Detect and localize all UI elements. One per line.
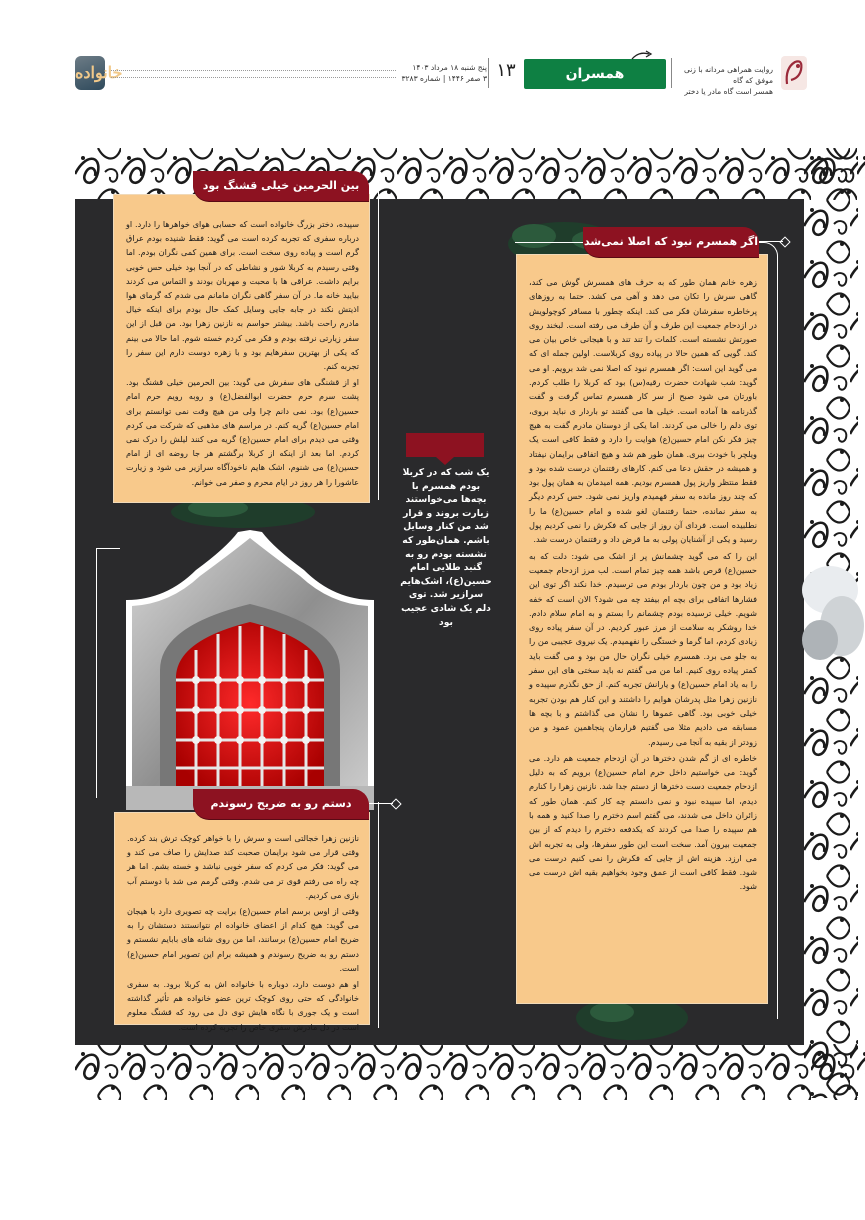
frame-line <box>378 802 379 1028</box>
frame-line <box>96 548 120 549</box>
issue-date: پنج شنبه ۱۸ مرداد ۱۴۰۳ ۳ صفر ۱۴۴۶ | شماره ۳۲۸۳ <box>401 63 487 83</box>
curved-arrow-icon <box>631 50 653 60</box>
shrine-lattice-photo <box>126 530 374 810</box>
article-right-title: اگر همسرم نبود که اصلا نمی‌شد <box>583 227 759 257</box>
calligraphy-logo-icon <box>779 54 809 92</box>
section-label: همسران <box>524 59 666 89</box>
article-bottom-left-body: نازنین زهرا خجالتی است و سرش را با خواهر کوچک ترش بند کرده. وقتی قرار می شود برایمان صحبت کند صدایش را صاف می کند و می گوید: فکر می کردم که سفر خوبی نباشد و خسته بشم. اما هر چه راه می رفتم قوی تر می شدم. وقتی گرمم می شد با دوستم آب بازی می کردیم. وقتی از اوس برسم امام حسین(ع) برایت چه تصویری دارد با هیجان می گوید: هیچ کدام از اعضای خانواده ام نتوانستند دستشان را به ضریح امام حسین(ع) برسانند، اما من روی شانه های بابایم نشستم و دستم رو به ضریح رسوندم و همیشه برام این تصویر امام حسین(ع) است. او هم دوست دارد، دوباره با خانواده اش به کربلا برود. به سفری خانوادگی که حتی روی کوچک ترین عضو خانواده هم تأثیر گذاشته است و یک جوری با نگاه هایش توی دل می رود که قشنگ معلوم است در دل مادرش سفری خاص را تجربه کرده است. <box>114 812 370 1025</box>
quote-marker <box>406 433 484 457</box>
header-divider <box>488 58 489 88</box>
frame-line <box>96 548 97 798</box>
page-header <box>75 50 783 96</box>
arabesque-border-bottom <box>75 1044 865 1100</box>
article-top-left-title: بین الحرمین خیلی قشنگ بود <box>193 171 369 201</box>
newspaper-logo: خانواده <box>75 56 105 90</box>
section-subtitle: روایت همراهی مردانه با زنی موفق که گاه همسر است گاه مادر یا دختر <box>683 65 773 96</box>
article-bottom-left-title: دستم رو به ضریح رسوندم <box>193 789 369 819</box>
header-dotted-rule <box>111 70 396 78</box>
header-divider <box>671 58 672 88</box>
cloud-decoration-icon <box>790 556 858 676</box>
page-number: ۱۳ <box>496 60 516 81</box>
frame-line <box>378 186 379 500</box>
pull-quote: یک شب که در کربلا بودم همسرم با بچه‌ها می‌خواستند زیارت بروند و قرار شد من کنار وسایل باشم. همان‌طور که نشسته بودم رو به گنبد طلایی امام حسین(ع)، اشک‌هایم سرازیر شد. توی دلم یک شادی عجیب بود <box>400 467 492 628</box>
article-right-body: زهره خانم همان طور که به حرف های همسرش گوش می کند، گاهی سرش را تکان می دهد و آهی می کشد. حتما به روزهای پرخاطره سفرشان فکر می کند. اینکه چطور با مسافر کوچولویش در ازدحام جمعیت این طرف و آن طرف می رفته است. لبخند روی صورتش نشسته است. کلمات را تند تند و با هیجانی خاص بیان می کند. گویی که همین حالا در پیاده روی کربلاست. اولین جمله ای که می گوید این است: اگر همسرم نبود که اصلا نمی شد برویم. او می گوید: شب شهادت حضرت رقیه(س) بود که کربلا را طلب کردم. باورتان می شود صبح از سر کار همسرم تماس گرفت و گفت گذرنامه ها آماده است. خیلی ها می گفتند تو باردار ی نباید بروی، توی دلم را خالی می کردند. اما یکی از دوستان مادرم گفت به هیچ چیز فکر نکن امام حسین(ع) هوایت را دارد و فقط کافی است یک ویلچر با خودت ببری. همان طور هم شد و هیچ اتفاقی برایمان نیفتاد و همیشه در حقش دعا می کنم. کارهای رفتنمان درست شده بود و فقط منتظر واریز پول همسرم بودیم. همه امیدمان به همان پول بود که چند روز مانده به سفر فهمیدم واریز نمی شود. حس کردم دیگر به سفر نمانده، حتما رفتنمان لغو شده و امام حسین(ع) ما را نطلبیده است. فردای آن روز از جایی که فکرش را نمی کردیم پول رسید و یکی از آشنایان پولی به ما قرض داد و رفتنمان درست شد. این را که می گوید چشمانش پر از اشک می شود: دلت که به حسین(ع) قرص باشد همه چیز تمام است. لب مرز ازدحام جمعیت زیاد بود و من چون باردار بودم می ترسیدم. خدا نکند اگر توی این فشارها اتفاقی برای بچه ام بیفتد چه می شود؟ الان است که خفه شویم. خیلی ترسیده بودم چشمانم را بستم و به امام سلام دادم. خدا روشکر به سلامت از مرز عبور کردیم. در آن سفر پیاده روی زیادی کردم، اما گرما و خستگی را نفهمیدم. یک نیروی عجیبی من را به جلو می برد. همسرم خیلی نگران حال من بود و می گفت باید کمتر پیاده روی کنیم. اما من می گفتم نه باید سختی های این سفر را به یاد امام حسین(ع) و یارانش تجربه کنم. از حق نگذرم سپیده و نازنین زهرا مثل پدرشان هوایم را داشتند و این کنار هم بودن تجربه خیلی خوبی بود. گاهی عموها را نشان می گذاشتم و با بچه ها مسابقه می دادیم مثلا می گفتیم قرارمان پنجاهمین عمود و من زودتر از بقیه به آنجا می رسیدم. خاطره ای از گم شدن دخترها در آن ازدحام جمعیت هم دارد. می گوید: می خواستیم داخل حرم امام حسین(ع) برویم که به دلیل ازدحام جمعیت دست دخترها از دستم جدا شد. نازنین زهرا را کنارم دیدم، اما سپیده نبود و نمی دانستم چه کار کنم. همان طور که زائران داخل می شدند، می گفتم اسم دخترم را صدا کنید و همه با هم سپیده را صدا می کردند که یکدفعه دخترم را دیدم که از بین جمعیت بیرون آمد. سخت است این طور سفرها، ولی به تجربه اش می ارزد. هزینه اش از جایی که فکرش را نمی کنیم درست می شود. فقط کافی است از عمق وجود بخواهیم بقیه اش درست می شود. <box>516 254 768 1004</box>
article-top-left-body: سپیده، دختر بزرگ خانواده است که حسابی هوای خواهرها را دارد. او درباره سفری که تجربه کرده است می گوید: فقط شنیده بودم عراق گرم است و پیاده روی سخت است. برای همین کمی نگران بودم. اما وقتی رسیدم به کربلا شور و نشاطی که در آنجا بود خیلی حس خوبی برایم داشت. عراقی ها با محبت و مهربان بودند و التماس می کردند بیایید خانه ما. در آن سفر گاهی نگران مامانم می شدم که گرمای هوا اذیتش نکند در جابه جایی وسایل کمک حال بودم برای اینکه خیال مادرم راحت باشد. بیشتر حواسم به نازنین زهرا بود. من قبل از این سفر زیارتی نرفته بودم و فکر می کردم خسته شوم. اما حالا می بینم که یکی از بهترین سفرهایم بود و با زهره دوست دارم این سفر را تجربه کنم. او از قشنگی های سفرش می گوید: بین الحرمین خیلی قشنگ بود. پشت سرم حرم حضرت ابوالفضل(ع) و روبه رویم حرم امام حسین(ع) بود. نمی دانم چرا ولی من هیچ وقت نمی توانستم برای امام حسین(ع) گریه کنم. در مراسم های مذهبی که شرکت می کردم وقتی می دیدم برای امام حسین(ع) گریه می کنند لیلش را درک نمی کردم. اما بعد از اینکه از کربلا برگشتم هر جا روضه ای از امام حسین(ع) می شنوم، اشک هایم ناخودآگاه سرازیر می شود و زیارت عاشورا را هر روز در ایام محرم و صفر می خوانم. <box>113 194 370 503</box>
